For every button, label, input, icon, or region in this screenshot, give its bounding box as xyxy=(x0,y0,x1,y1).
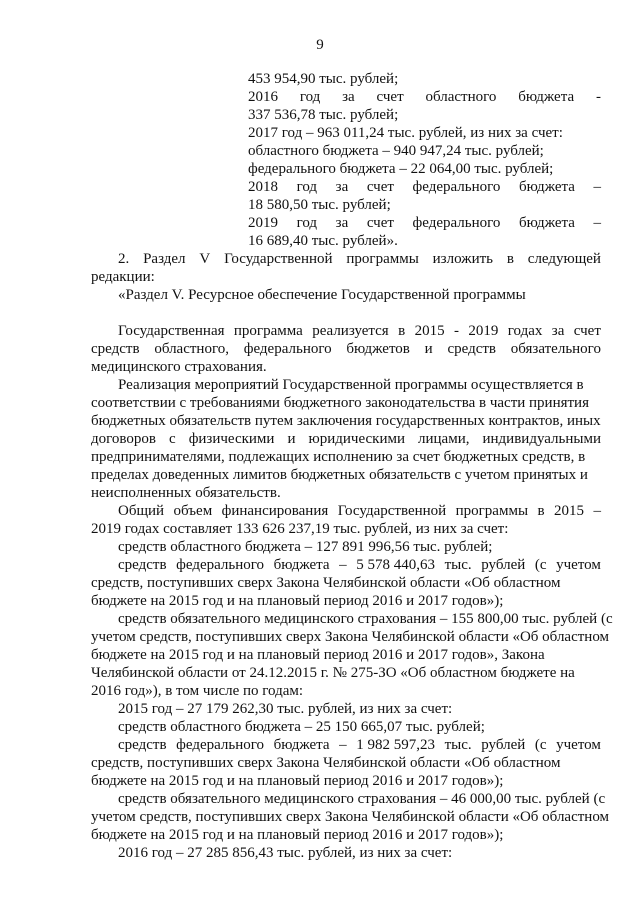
word: учетом xyxy=(556,557,601,573)
text-line: средств областного бюджета – 127 891 996,56 тыс. рублей; xyxy=(118,539,493,555)
text-line: средств обязательного медицинского страхования – 46 000,00 тыс. рублей (с xyxy=(118,791,606,807)
word: программы xyxy=(346,251,419,267)
word: 2015 xyxy=(554,503,584,519)
word: физическими xyxy=(188,431,275,447)
word: юридическими xyxy=(308,431,405,447)
word: год xyxy=(296,215,318,231)
text-line: соответствии с требованиями бюджетного законодательства в части принятия xyxy=(91,395,589,411)
word: бюджета xyxy=(518,215,575,231)
word: областного xyxy=(425,89,497,105)
word: – xyxy=(593,503,601,519)
word: рублей xyxy=(481,557,526,573)
word: федерального xyxy=(176,557,265,573)
text-line: средств областного бюджета – 25 150 665,07 тыс. рублей; xyxy=(118,719,485,735)
word: 2018 xyxy=(248,179,278,195)
word: в xyxy=(537,503,545,519)
text-line: средств, поступивших сверх Закона Челябинской области «Об областном xyxy=(91,755,561,771)
word: индивидуальными xyxy=(482,431,601,447)
word: средств xyxy=(118,737,167,753)
word: годах xyxy=(507,323,543,339)
word: и xyxy=(287,431,296,447)
word: Раздел xyxy=(143,251,186,267)
text-line: медицинского страхования. xyxy=(91,359,267,375)
text-line: предпринимателями, подлежащих исполнению за счет бюджетных средств, в xyxy=(91,449,586,465)
text-line: неисполненных обязательств. xyxy=(91,485,281,501)
word: за xyxy=(551,323,565,339)
text-line-justified xyxy=(118,736,601,754)
word: - xyxy=(595,89,601,105)
text-line-justified xyxy=(248,88,601,106)
text-line-justified xyxy=(118,556,601,574)
word: федерального xyxy=(176,737,265,753)
word: год xyxy=(296,179,318,195)
text-line: бюджете на 2015 год и на плановый период 2016 и 2017 годов»); xyxy=(91,593,504,609)
text-line-justified xyxy=(118,250,601,268)
word: – xyxy=(593,215,601,231)
word: тыс. xyxy=(444,557,472,573)
text-line-justified xyxy=(91,340,601,358)
text-line: 2016 год – 27 285 856,43 тыс. рублей, из них за счет: xyxy=(118,845,453,861)
word: 2016 xyxy=(248,89,278,105)
word: рублей xyxy=(481,737,526,753)
word: федерального xyxy=(412,215,501,231)
word: средств xyxy=(91,341,140,357)
word: за xyxy=(342,89,355,105)
page-number: 9 xyxy=(316,37,324,53)
text-line: 453 954,90 тыс. рублей; xyxy=(248,71,399,87)
word: средств xyxy=(118,557,167,573)
word: областного, xyxy=(154,341,229,357)
word: Государственной xyxy=(337,503,447,519)
text-line: бюджете на 2015 год и на плановый период 2016 и 2017 годов»); xyxy=(91,773,504,789)
text-line: Реализация мероприятий Государственной программы осуществляется в xyxy=(118,377,584,393)
word: лицами, xyxy=(418,431,470,447)
word: счет xyxy=(366,179,394,195)
word: 2019 xyxy=(248,215,278,231)
word: с xyxy=(169,431,176,447)
word: Государственной xyxy=(224,251,333,267)
word: федерального xyxy=(412,179,501,195)
text-line: 16 689,40 тыс. рублей». xyxy=(248,233,398,249)
word: программа xyxy=(233,323,303,339)
word: бюджета xyxy=(518,179,575,195)
word: счет xyxy=(366,215,394,231)
word: федерального xyxy=(243,341,332,357)
word: 2019 xyxy=(468,323,499,339)
word: учетом xyxy=(556,737,601,753)
word: 2015 xyxy=(414,323,445,339)
word: 1 982 597,23 xyxy=(356,737,435,753)
word: счет xyxy=(573,323,601,339)
word: (с xyxy=(534,557,547,573)
text-line: 2017 год – 963 011,24 тыс. рублей, из них за счет: xyxy=(248,125,563,141)
text-line: 18 580,50 тыс. рублей; xyxy=(248,197,391,213)
text-line: бюджетных обязательств путем заключения государственных контрактов, иных xyxy=(91,413,601,429)
word: бюджетов xyxy=(346,341,410,357)
word: бюджета xyxy=(273,737,330,753)
word: за xyxy=(335,179,349,195)
text-line: 337 536,78 тыс. рублей; xyxy=(248,107,399,123)
text-line-justified xyxy=(91,430,601,448)
section-heading: «Раздел V. Ресурсное обеспечение Государственной программы xyxy=(118,287,526,303)
word: бюджета xyxy=(273,557,330,573)
word: – xyxy=(593,179,601,195)
word: средств xyxy=(447,341,496,357)
word: в xyxy=(398,323,406,339)
word: в xyxy=(506,251,514,267)
word: обязательного xyxy=(510,341,601,357)
text-line: учетом средств, поступивших сверх Закона Челябинской области «Об областном xyxy=(91,809,610,825)
text-line: 2016 год»), в том числе по годам: xyxy=(91,683,304,699)
text-line-justified xyxy=(118,322,601,340)
word: 2. xyxy=(118,251,130,267)
word: реализуется xyxy=(312,323,389,339)
word: счет xyxy=(376,89,404,105)
text-line: пределах доведенных лимитов бюджетных обязательств с учетом принятых и xyxy=(91,467,588,483)
word: изложить xyxy=(432,251,493,267)
text-line: учетом средств, поступивших сверх Закона Челябинской области «Об областном xyxy=(91,629,610,645)
word: V xyxy=(199,251,211,267)
text-line: редакции: xyxy=(91,269,155,285)
word: Общий xyxy=(118,503,165,519)
text-line-justified xyxy=(118,502,601,520)
text-line-justified xyxy=(248,214,601,232)
text-line: средств обязательного медицинского страхования – 155 800,00 тыс. рублей (с xyxy=(118,611,613,627)
word: объем xyxy=(173,503,213,519)
word: – xyxy=(339,557,347,573)
text-line: бюджете на 2015 год и на плановый период 2016 и 2017 годов», Закона xyxy=(91,647,545,663)
word: и xyxy=(424,341,433,357)
word: тыс. xyxy=(444,737,472,753)
word: бюджета xyxy=(518,89,575,105)
text-line: 2019 годах составляет 133 626 237,19 тыс. рублей, из них за счет: xyxy=(91,521,509,537)
word: – xyxy=(339,737,347,753)
text-line: Челябинской области от 24.12.2015 г. № 275-ЗО «Об областном бюджете на xyxy=(91,665,575,681)
word: 5 578 440,63 xyxy=(356,557,435,573)
word: финансирования xyxy=(221,503,329,519)
text-line: бюджете на 2015 год и на плановый период 2016 и 2017 годов»); xyxy=(91,827,504,843)
text-line: областного бюджета – 940 947,24 тыс. рублей; xyxy=(248,143,544,159)
text-line: средств, поступивших сверх Закона Челябинской области «Об областном xyxy=(91,575,561,591)
word: - xyxy=(453,323,459,339)
text-line: 2015 год – 27 179 262,30 тыс. рублей, из них за счет: xyxy=(118,701,453,717)
word: следующей xyxy=(527,251,601,267)
word: за xyxy=(335,215,349,231)
word: Государственная xyxy=(118,323,225,339)
text-line: федерального бюджета – 22 064,00 тыс. рублей; xyxy=(248,161,554,177)
word: программы xyxy=(455,503,529,519)
word: (с xyxy=(534,737,547,753)
word: год xyxy=(299,89,321,105)
word: договоров xyxy=(91,431,156,447)
text-line-justified xyxy=(248,178,601,196)
